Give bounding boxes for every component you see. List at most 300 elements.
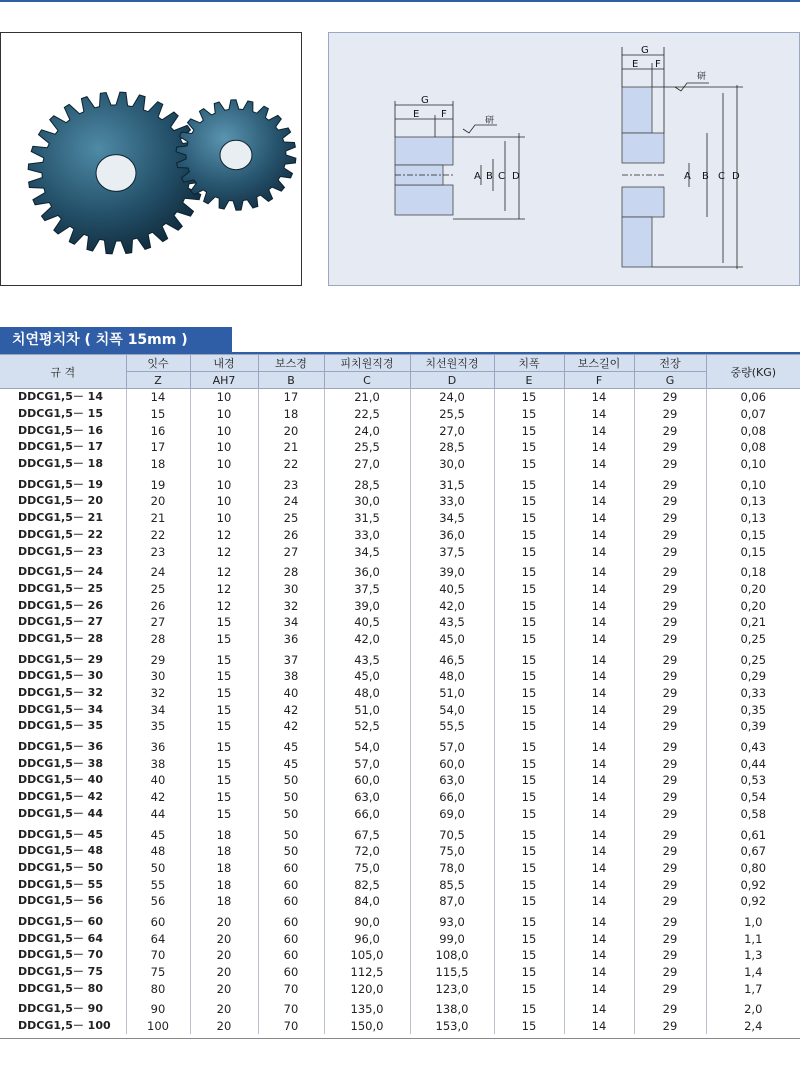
- cell-d: 63,0: [410, 772, 494, 789]
- cell-d: 153,0: [410, 1018, 494, 1035]
- cell-c: 30,0: [324, 493, 410, 510]
- cell-d: 87,0: [410, 893, 494, 910]
- cell-ah7: 15: [190, 718, 258, 735]
- cell-c: 42,0: [324, 631, 410, 648]
- cell-e: 15: [494, 439, 564, 456]
- cell-f: 14: [564, 860, 634, 877]
- cell-d: 27,0: [410, 422, 494, 439]
- cell-w: 0,20: [706, 597, 800, 614]
- cell-g: 29: [634, 735, 706, 756]
- cell-spec: DDCG1,5－ 19: [18, 477, 103, 491]
- cell-e: 15: [494, 964, 564, 981]
- cell-w: 0,08: [706, 422, 800, 439]
- cell-b: 30: [258, 581, 324, 598]
- cell-spec: DDCG1,5－ 55: [18, 877, 103, 891]
- dimension-drawing: [328, 32, 800, 286]
- cell-ah7: 15: [190, 755, 258, 772]
- cell-ah7: 20: [190, 1018, 258, 1035]
- cell-g: 29: [634, 614, 706, 631]
- dim-F-right: F: [655, 59, 661, 70]
- cell-spec: DDCG1,5－ 21: [18, 511, 103, 525]
- cell-d: 75,0: [410, 843, 494, 860]
- cell-spec: DDCG1,5－ 60: [18, 914, 103, 928]
- cell-c: 25,5: [324, 439, 410, 456]
- cell-ah7: 20: [190, 964, 258, 981]
- cell-w: 2,0: [706, 997, 800, 1018]
- cell-ah7: 10: [190, 389, 258, 406]
- cell-w: 0,13: [706, 510, 800, 527]
- cell-g: 29: [634, 597, 706, 614]
- cell-spec: DDCG1,5－ 35: [18, 719, 103, 733]
- cell-c: 31,5: [324, 510, 410, 527]
- cell-z: 24: [126, 560, 190, 581]
- cell-z: 28: [126, 631, 190, 648]
- cell-c: 54,0: [324, 735, 410, 756]
- cell-d: 55,5: [410, 718, 494, 735]
- table-title: 치연평치차 ( 치폭 15mm ): [0, 327, 232, 353]
- cell-spec: DDCG1,5－ 40: [18, 773, 103, 787]
- cell-c: 22,5: [324, 406, 410, 423]
- cell-c: 96,0: [324, 930, 410, 947]
- cell-spec: DDCG1,5－ 15: [18, 407, 103, 421]
- cell-spec: DDCG1,5－ 30: [18, 669, 103, 683]
- table-row: [0, 389, 800, 406]
- cell-c: 150,0: [324, 1018, 410, 1035]
- cell-b: 20: [258, 422, 324, 439]
- table-row: [0, 806, 800, 823]
- header-d: D: [410, 372, 494, 389]
- cell-w: 0,18: [706, 560, 800, 581]
- cell-c: 60,0: [324, 772, 410, 789]
- cell-z: 18: [126, 456, 190, 473]
- cell-e: 15: [494, 614, 564, 631]
- cell-b: 45: [258, 755, 324, 772]
- table-row: [0, 668, 800, 685]
- table-row: [0, 772, 800, 789]
- cell-spec: DDCG1,5－ 80: [18, 981, 103, 995]
- cell-b: 45: [258, 735, 324, 756]
- cell-ah7: 18: [190, 876, 258, 893]
- cell-w: 0,54: [706, 789, 800, 806]
- cell-g: 29: [634, 701, 706, 718]
- cell-z: 14: [126, 389, 190, 406]
- header-c-ko: 피치원직경: [324, 355, 410, 372]
- cell-w: 0,25: [706, 631, 800, 648]
- cell-e: 15: [494, 527, 564, 544]
- gear-pair-photo: [1, 33, 301, 285]
- table-row: [0, 493, 800, 510]
- cell-f: 14: [564, 472, 634, 493]
- dim-A-left: A: [474, 171, 481, 182]
- cell-d: 46,5: [410, 647, 494, 668]
- cell-e: 15: [494, 510, 564, 527]
- cell-f: 14: [564, 930, 634, 947]
- cell-g: 29: [634, 560, 706, 581]
- cell-e: 15: [494, 822, 564, 843]
- cell-z: 20: [126, 493, 190, 510]
- table-row: [0, 543, 800, 560]
- cell-b: 23: [258, 472, 324, 493]
- cell-spec: DDCG1,5－ 56: [18, 894, 103, 908]
- cell-d: 37,5: [410, 543, 494, 560]
- cell-spec: DDCG1,5－ 42: [18, 790, 103, 804]
- cell-b: 70: [258, 997, 324, 1018]
- cell-ah7: 20: [190, 910, 258, 931]
- cell-w: 0,25: [706, 647, 800, 668]
- header-d-ko: 치선원직경: [410, 355, 494, 372]
- cell-b: 60: [258, 893, 324, 910]
- cell-ah7: 10: [190, 472, 258, 493]
- cell-b: 60: [258, 964, 324, 981]
- cell-b: 25: [258, 510, 324, 527]
- header-f: F: [564, 372, 634, 389]
- cell-z: 30: [126, 668, 190, 685]
- cell-e: 15: [494, 876, 564, 893]
- dim-E-right: E: [632, 59, 639, 70]
- cell-b: 37: [258, 647, 324, 668]
- table-row: [0, 406, 800, 423]
- cell-spec: DDCG1,5－ 100: [18, 1019, 111, 1033]
- cell-d: 33,0: [410, 493, 494, 510]
- cell-w: 0,92: [706, 893, 800, 910]
- cell-z: 45: [126, 822, 190, 843]
- cell-b: 32: [258, 597, 324, 614]
- cell-f: 14: [564, 718, 634, 735]
- cell-e: 15: [494, 980, 564, 997]
- table-row: [0, 439, 800, 456]
- cell-c: 90,0: [324, 910, 410, 931]
- cell-spec: DDCG1,5－ 32: [18, 686, 103, 700]
- cell-f: 14: [564, 789, 634, 806]
- cell-c: 120,0: [324, 980, 410, 997]
- cell-g: 29: [634, 1018, 706, 1035]
- cell-spec: DDCG1,5－ 90: [18, 1002, 103, 1016]
- cell-c: 67,5: [324, 822, 410, 843]
- header-b: B: [258, 372, 324, 389]
- cell-d: 40,5: [410, 581, 494, 598]
- table-row: [0, 510, 800, 527]
- cell-b: 17: [258, 389, 324, 406]
- cell-f: 14: [564, 893, 634, 910]
- cell-e: 15: [494, 789, 564, 806]
- cell-c: 105,0: [324, 947, 410, 964]
- cell-spec: DDCG1,5－ 50: [18, 860, 103, 874]
- cell-spec: DDCG1,5－ 22: [18, 527, 103, 541]
- cell-f: 14: [564, 614, 634, 631]
- cell-b: 50: [258, 806, 324, 823]
- cell-spec: DDCG1,5－ 70: [18, 948, 103, 962]
- cell-d: 31,5: [410, 472, 494, 493]
- cell-d: 123,0: [410, 980, 494, 997]
- cell-z: 70: [126, 947, 190, 964]
- cell-e: 15: [494, 631, 564, 648]
- cell-e: 15: [494, 560, 564, 581]
- cell-e: 15: [494, 456, 564, 473]
- cell-f: 14: [564, 389, 634, 406]
- cell-z: 100: [126, 1018, 190, 1035]
- cell-d: 39,0: [410, 560, 494, 581]
- cell-w: 0,20: [706, 581, 800, 598]
- spec-table-body: [0, 389, 800, 1035]
- cell-c: 33,0: [324, 527, 410, 544]
- cell-z: 23: [126, 543, 190, 560]
- cell-g: 29: [634, 772, 706, 789]
- cell-b: 26: [258, 527, 324, 544]
- header-g: G: [634, 372, 706, 389]
- cell-e: 15: [494, 806, 564, 823]
- cell-z: 42: [126, 789, 190, 806]
- cell-c: 43,5: [324, 647, 410, 668]
- cell-e: 15: [494, 685, 564, 702]
- cell-c: 45,0: [324, 668, 410, 685]
- cell-c: 40,5: [324, 614, 410, 631]
- cell-spec: DDCG1,5－ 23: [18, 544, 103, 558]
- cell-d: 42,0: [410, 597, 494, 614]
- dim-D-left: D: [512, 171, 520, 182]
- product-photo-frame: [0, 32, 302, 286]
- cell-g: 29: [634, 581, 706, 598]
- cell-f: 14: [564, 997, 634, 1018]
- cell-ah7: 15: [190, 685, 258, 702]
- cell-w: 1,0: [706, 910, 800, 931]
- cell-b: 60: [258, 910, 324, 931]
- cell-spec: DDCG1,5－ 48: [18, 844, 103, 858]
- cell-e: 15: [494, 597, 564, 614]
- cell-c: 28,5: [324, 472, 410, 493]
- table-row: [0, 860, 800, 877]
- cell-e: 15: [494, 893, 564, 910]
- cell-g: 29: [634, 997, 706, 1018]
- cell-ah7: 20: [190, 947, 258, 964]
- dim-C-right: C: [718, 171, 725, 182]
- cell-w: 0,21: [706, 614, 800, 631]
- cell-spec: DDCG1,5－ 14: [18, 390, 103, 404]
- cell-w: 0,67: [706, 843, 800, 860]
- cell-z: 35: [126, 718, 190, 735]
- cell-spec: DDCG1,5－ 26: [18, 598, 103, 612]
- table-row: [0, 456, 800, 473]
- table-row: [0, 755, 800, 772]
- cell-c: 24,0: [324, 422, 410, 439]
- cell-spec: DDCG1,5－ 25: [18, 581, 103, 595]
- table-row: [0, 789, 800, 806]
- cell-g: 29: [634, 893, 706, 910]
- cell-g: 29: [634, 406, 706, 423]
- cell-w: 0,53: [706, 772, 800, 789]
- table-row: [0, 631, 800, 648]
- cell-c: 82,5: [324, 876, 410, 893]
- cell-f: 14: [564, 493, 634, 510]
- cell-b: 60: [258, 876, 324, 893]
- dim-B-right: B: [702, 171, 709, 182]
- cell-f: 14: [564, 822, 634, 843]
- cell-d: 93,0: [410, 910, 494, 931]
- cell-d: 25,5: [410, 406, 494, 423]
- cell-z: 38: [126, 755, 190, 772]
- cell-d: 108,0: [410, 947, 494, 964]
- cell-z: 40: [126, 772, 190, 789]
- cell-ah7: 18: [190, 860, 258, 877]
- cell-w: 0,92: [706, 876, 800, 893]
- cell-g: 29: [634, 668, 706, 685]
- cell-b: 50: [258, 822, 324, 843]
- cell-c: 52,5: [324, 718, 410, 735]
- table-row: [0, 472, 800, 493]
- cell-ah7: 15: [190, 614, 258, 631]
- cell-c: 39,0: [324, 597, 410, 614]
- cell-spec: DDCG1,5－ 20: [18, 494, 103, 508]
- cell-w: 0,35: [706, 701, 800, 718]
- cell-b: 27: [258, 543, 324, 560]
- cell-d: 30,0: [410, 456, 494, 473]
- cell-spec: DDCG1,5－ 44: [18, 806, 103, 820]
- cell-w: 0,29: [706, 668, 800, 685]
- cell-z: 55: [126, 876, 190, 893]
- cell-w: 0,08: [706, 439, 800, 456]
- cell-d: 34,5: [410, 510, 494, 527]
- cell-f: 14: [564, 510, 634, 527]
- cell-z: 22: [126, 527, 190, 544]
- cell-f: 14: [564, 755, 634, 772]
- table-row: [0, 597, 800, 614]
- dim-G-left: G: [421, 95, 429, 106]
- cell-g: 29: [634, 947, 706, 964]
- cell-w: 0,15: [706, 527, 800, 544]
- table-row: [0, 581, 800, 598]
- cell-f: 14: [564, 560, 634, 581]
- cell-z: 32: [126, 685, 190, 702]
- header-c: C: [324, 372, 410, 389]
- cell-ah7: 10: [190, 406, 258, 423]
- cell-d: 99,0: [410, 930, 494, 947]
- cell-ah7: 10: [190, 510, 258, 527]
- cell-w: 0,07: [706, 406, 800, 423]
- large-gear-image: [28, 92, 204, 254]
- cell-d: 43,5: [410, 614, 494, 631]
- cell-g: 29: [634, 527, 706, 544]
- cell-e: 15: [494, 755, 564, 772]
- cell-z: 44: [126, 806, 190, 823]
- table-row: [0, 947, 800, 964]
- cell-ah7: 15: [190, 631, 258, 648]
- cell-b: 24: [258, 493, 324, 510]
- cell-g: 29: [634, 422, 706, 439]
- cell-ah7: 10: [190, 439, 258, 456]
- cell-g: 29: [634, 647, 706, 668]
- cell-z: 27: [126, 614, 190, 631]
- cell-d: 85,5: [410, 876, 494, 893]
- cell-e: 15: [494, 543, 564, 560]
- cell-c: 57,0: [324, 755, 410, 772]
- cell-c: 21,0: [324, 389, 410, 406]
- cell-g: 29: [634, 964, 706, 981]
- cell-ah7: 20: [190, 997, 258, 1018]
- cell-z: 48: [126, 843, 190, 860]
- cell-spec: DDCG1,5－ 17: [18, 440, 103, 454]
- cell-d: 54,0: [410, 701, 494, 718]
- cell-d: 28,5: [410, 439, 494, 456]
- cell-f: 14: [564, 876, 634, 893]
- cell-z: 64: [126, 930, 190, 947]
- table-row: [0, 422, 800, 439]
- cell-w: 0,13: [706, 493, 800, 510]
- cell-ah7: 12: [190, 543, 258, 560]
- table-row: [0, 964, 800, 981]
- cell-b: 60: [258, 930, 324, 947]
- cell-z: 36: [126, 735, 190, 756]
- cell-z: 34: [126, 701, 190, 718]
- cell-g: 29: [634, 389, 706, 406]
- cell-spec: DDCG1,5－ 24: [18, 565, 103, 579]
- cell-z: 56: [126, 893, 190, 910]
- cell-ah7: 10: [190, 422, 258, 439]
- cell-c: 72,0: [324, 843, 410, 860]
- table-row: [0, 843, 800, 860]
- cell-e: 15: [494, 389, 564, 406]
- cell-f: 14: [564, 701, 634, 718]
- cell-g: 29: [634, 543, 706, 560]
- cell-d: 138,0: [410, 997, 494, 1018]
- cell-ah7: 15: [190, 668, 258, 685]
- cell-z: 21: [126, 510, 190, 527]
- cell-w: 1,3: [706, 947, 800, 964]
- cell-spec: DDCG1,5－ 75: [18, 965, 103, 979]
- table-row: [0, 718, 800, 735]
- cell-f: 14: [564, 456, 634, 473]
- cell-g: 29: [634, 685, 706, 702]
- cell-z: 17: [126, 439, 190, 456]
- cell-b: 70: [258, 1018, 324, 1035]
- cell-z: 60: [126, 910, 190, 931]
- cell-ah7: 18: [190, 843, 258, 860]
- cell-d: 24,0: [410, 389, 494, 406]
- top-accent-line: [0, 0, 800, 2]
- cell-ah7: 20: [190, 930, 258, 947]
- cell-b: 22: [258, 456, 324, 473]
- header-weight: 중량(KG): [706, 355, 800, 389]
- cell-spec: DDCG1,5－ 27: [18, 615, 103, 629]
- cell-z: 15: [126, 406, 190, 423]
- cell-f: 14: [564, 843, 634, 860]
- cell-z: 90: [126, 997, 190, 1018]
- cell-g: 29: [634, 980, 706, 997]
- cell-f: 14: [564, 581, 634, 598]
- cell-e: 15: [494, 947, 564, 964]
- table-row: [0, 822, 800, 843]
- finish-mark-left: 研: [485, 116, 495, 126]
- cell-g: 29: [634, 789, 706, 806]
- cell-e: 15: [494, 997, 564, 1018]
- cell-b: 70: [258, 980, 324, 997]
- cell-b: 50: [258, 843, 324, 860]
- cell-e: 15: [494, 493, 564, 510]
- cell-g: 29: [634, 876, 706, 893]
- cell-c: 27,0: [324, 456, 410, 473]
- cell-z: 19: [126, 472, 190, 493]
- cell-ah7: 18: [190, 893, 258, 910]
- cell-g: 29: [634, 493, 706, 510]
- cell-b: 60: [258, 860, 324, 877]
- dim-G-right: G: [641, 45, 649, 56]
- cell-b: 42: [258, 701, 324, 718]
- finish-mark-right: 研: [697, 72, 707, 82]
- cell-d: 70,5: [410, 822, 494, 843]
- cell-g: 29: [634, 910, 706, 931]
- cell-spec: DDCG1,5－ 34: [18, 702, 103, 716]
- dim-F-left: F: [441, 109, 447, 120]
- dim-C-left: C: [498, 171, 505, 182]
- cell-ah7: 12: [190, 527, 258, 544]
